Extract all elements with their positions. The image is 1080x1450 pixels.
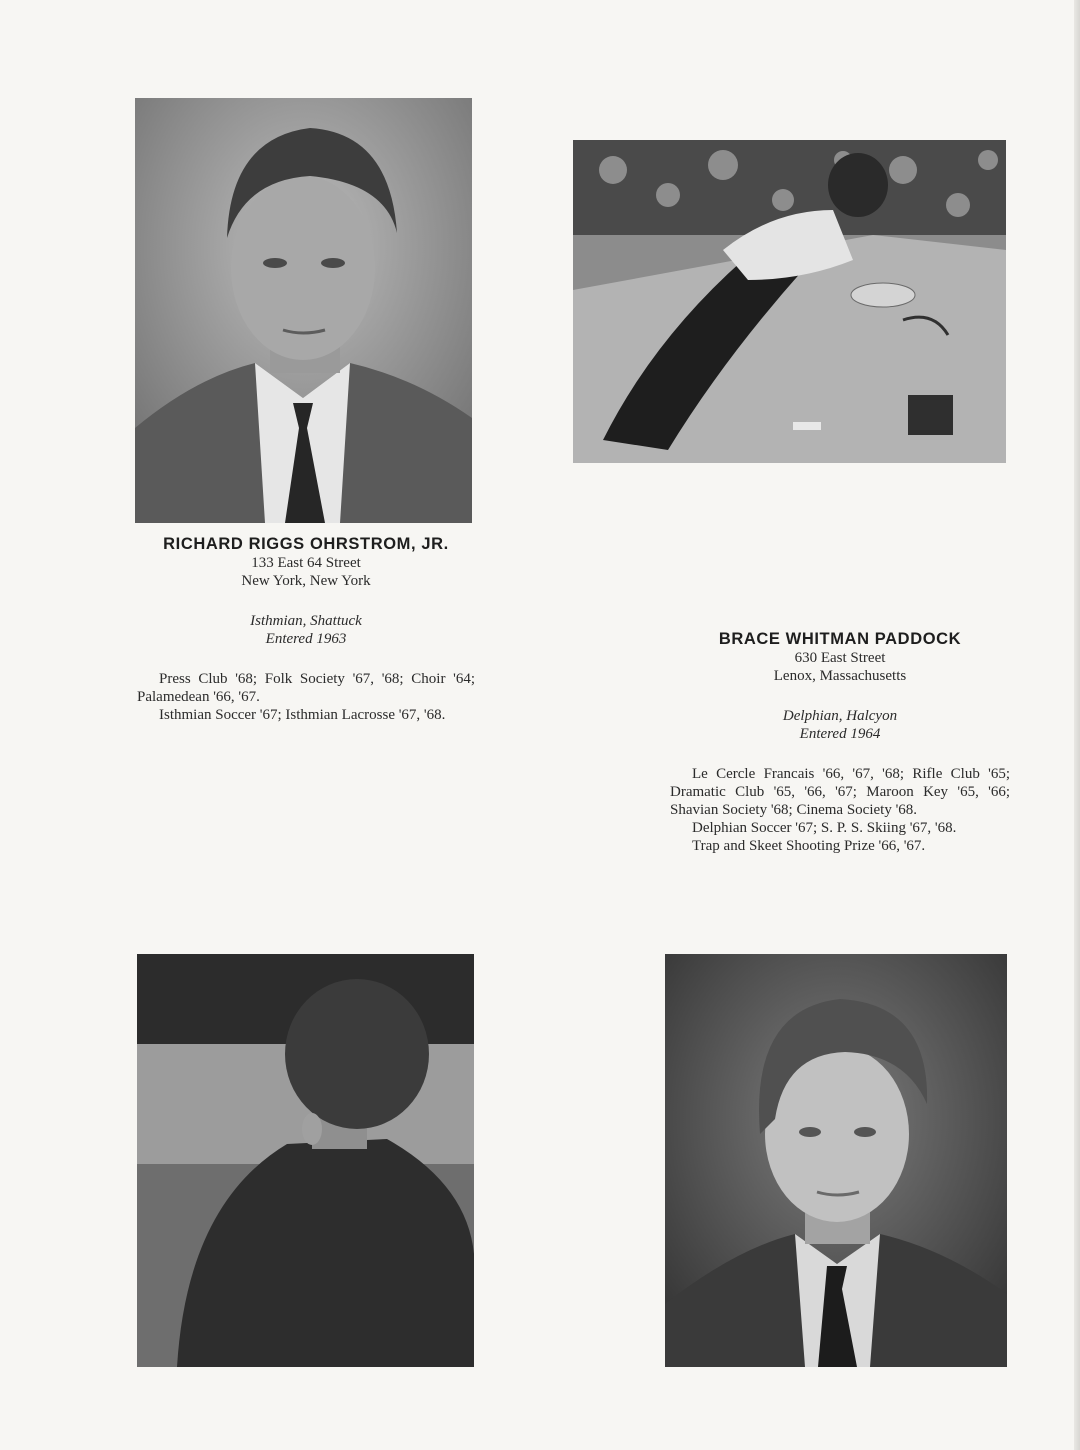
activities-paragraph: Trap and Skeet Shooting Prize '66, '67. (692, 838, 926, 854)
activities-paragraph: Delphian Soccer '67; S. P. S. Skiing '67, '68. (692, 820, 957, 836)
paddock-entry (670, 630, 1010, 855)
entry-name: RICHARD RIGGS OHRSTROM, JR. (163, 535, 449, 553)
houses: Delphian, Halcyon (782, 708, 898, 724)
floor-candid-photo (573, 140, 1006, 463)
activities-paragraph: Le Cercle Francais '66, '67, '68; Rifle Club '65; Dramatic Club '65, '66, '67; Maroon Key '65, '66; Shavian Society '68; Cinema Society '68. (670, 766, 1010, 818)
entry-name: BRACE WHITMAN PADDOCK (718, 630, 962, 648)
entered-year: Entered 1963 (265, 631, 347, 647)
back-view-candid-photo (137, 954, 474, 1367)
page-edge (1074, 0, 1080, 1450)
ohrstrom-entry (137, 535, 475, 724)
entered-year: Entered 1964 (799, 726, 881, 742)
address-line: 630 East Street (794, 650, 886, 666)
paddock-portrait-photo (665, 954, 1007, 1367)
activities-paragraph: Isthmian Soccer '67; Isthmian Lacrosse '67, '68. (159, 707, 446, 723)
address-city: New York, New York (241, 573, 371, 589)
address-line: 133 East 64 Street (251, 555, 361, 571)
houses: Isthmian, Shattuck (250, 613, 362, 629)
address-city: Lenox, Massachusetts (773, 668, 907, 684)
activities-paragraph: Press Club '68; Folk Society '67, '68; Choir '64; Palamedean '66, '67. (137, 671, 475, 705)
ohrstrom-portrait-photo (135, 98, 472, 523)
